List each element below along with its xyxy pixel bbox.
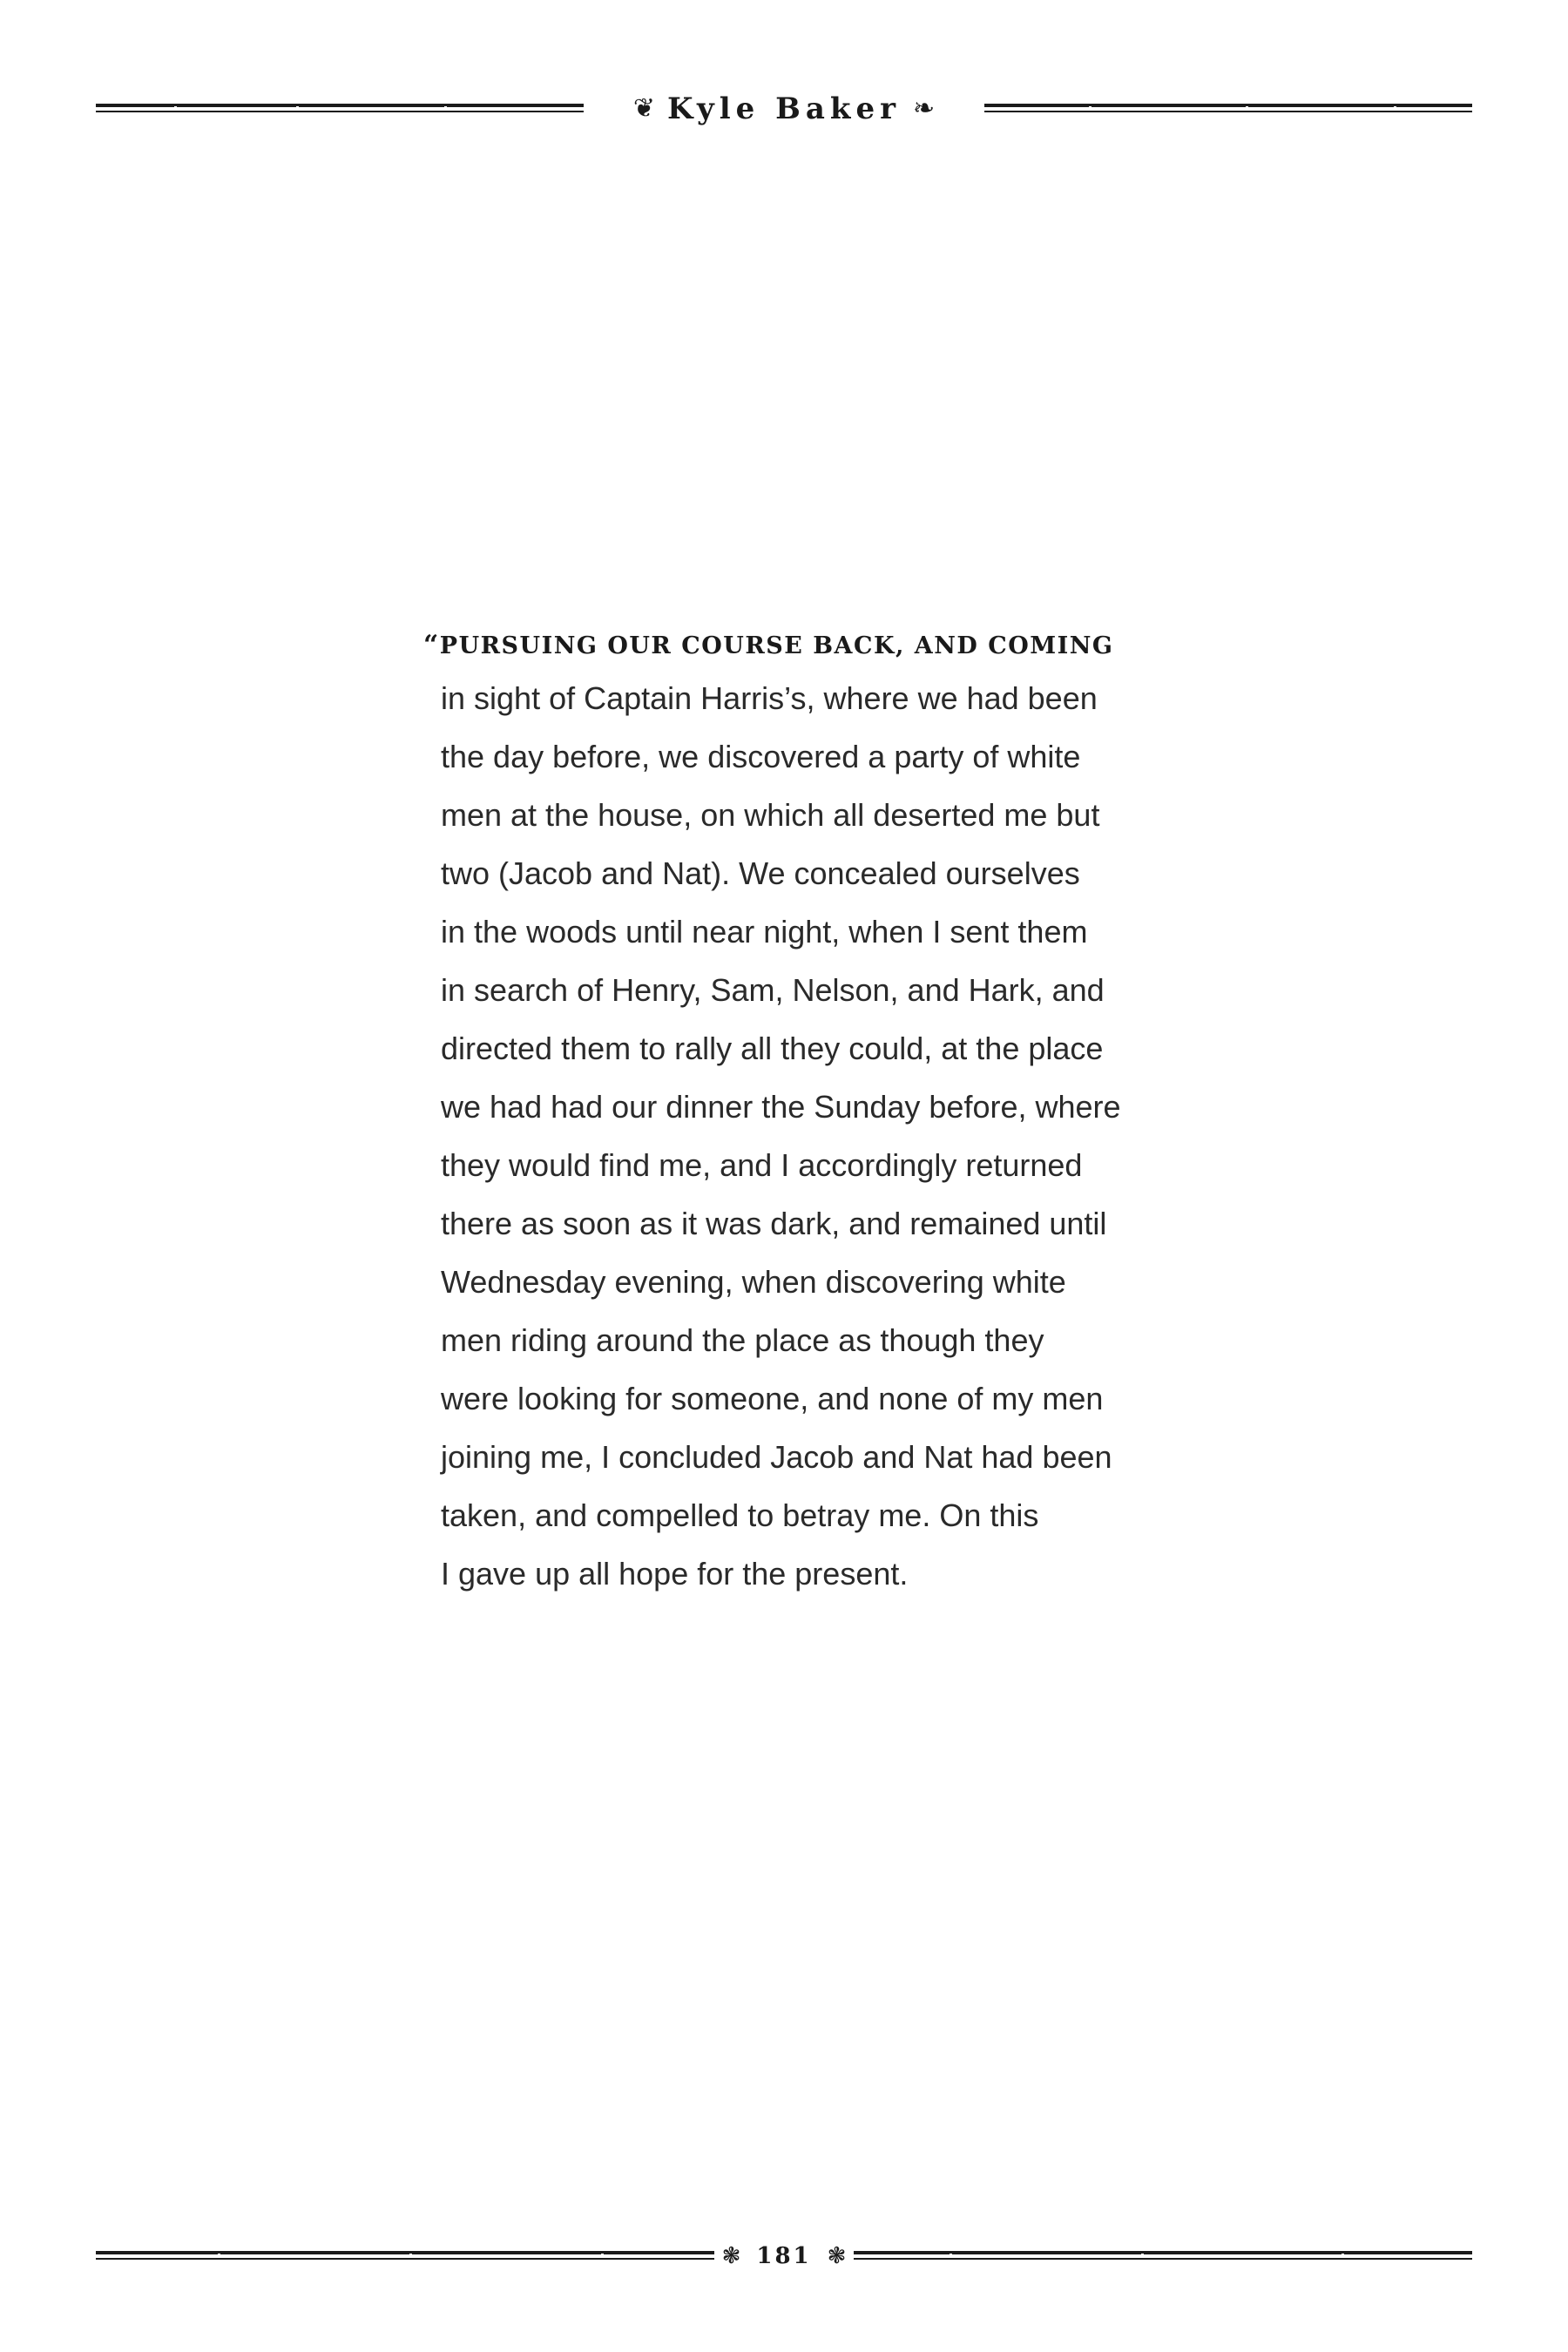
fleuron-left-icon: ❦ [632,93,655,124]
footer-rule-right [854,2251,1472,2261]
body-line: Wednesday evening, when discovering white [441,1264,1066,1300]
opening-quote: “ [423,630,440,660]
asterism-ornament-icon: ❃ [827,2243,847,2269]
body-line: joining me, I concluded Jacob and Nat had been [441,1439,1112,1475]
footer-rule-left [96,2251,714,2261]
body-line: two (Jacob and Nat). We concealed ourselves [441,855,1080,891]
fleuron-right-icon: ❧ [913,93,936,124]
body-line: directed them to rally all they could, at the place [441,1031,1104,1066]
body-line: I gave up all hope for the present. [441,1556,909,1592]
body-line: in sight of Captain Harris’s, where we had been [441,680,1098,716]
body-line: there as soon as it was dark, and remained until [441,1206,1107,1241]
body-line: taken, and compelled to betray me. On this [441,1497,1039,1533]
body-line: men at the house, on which all deserted me but [441,797,1100,833]
asterism-ornament-icon: ❃ [721,2243,741,2269]
body-line: were looking for someone, and none of my men [441,1381,1104,1416]
header-rule-left [96,104,584,114]
footer-center [714,2234,854,2278]
body-line: in the woods until near night, when I sent them [441,914,1088,950]
header-rule-right [984,104,1472,114]
passage [423,622,1207,1603]
body-line: we had had our dinner the Sunday before, where [441,1089,1121,1125]
running-header [96,87,1472,131]
header-center [584,87,984,131]
body-line: in search of Henry, Sam, Nelson, and Hark, and [441,972,1105,1008]
lead-in-small-caps: PURSUING OUR COURSE BACK, AND COMING [439,632,1114,659]
lead-in-line [423,622,1207,669]
running-title: Kyle Baker [666,91,902,126]
page-footer [96,2234,1472,2278]
body-line: men riding around the place as though they [441,1322,1044,1358]
body-line: the day before, we discovered a party of white [441,739,1081,774]
body-line: they would find me, and I accordingly returned [441,1147,1083,1183]
page-number: 181 [756,2243,812,2269]
